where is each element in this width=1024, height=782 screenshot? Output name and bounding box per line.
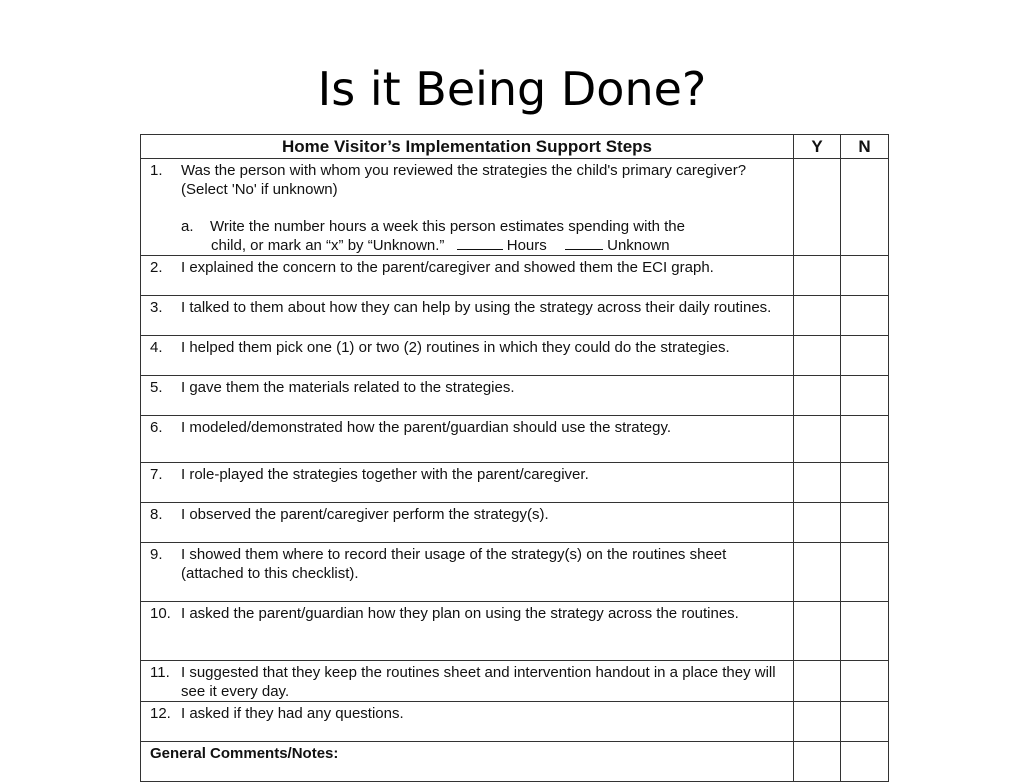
step-number: 1. xyxy=(150,162,163,179)
step-number: 2. xyxy=(150,259,163,276)
no-checkbox-cell[interactable] xyxy=(841,159,889,256)
step-text: I asked the parent/guardian how they plan on using the strategy across the routines. xyxy=(181,605,739,622)
step-number: 9. xyxy=(150,546,163,563)
subitem-text-line1: Write the number hours a week this person estimates spending with the xyxy=(210,218,685,235)
comments-y-cell xyxy=(794,742,841,782)
subitem xyxy=(141,199,793,255)
no-checkbox-cell[interactable] xyxy=(841,503,889,543)
yes-checkbox-cell[interactable] xyxy=(794,336,841,376)
step-cell xyxy=(141,416,794,463)
yes-checkbox-cell[interactable] xyxy=(794,256,841,296)
no-checkbox-cell[interactable] xyxy=(841,416,889,463)
no-checkbox-cell[interactable] xyxy=(841,661,889,702)
yes-checkbox-cell[interactable] xyxy=(794,376,841,416)
step-number: 6. xyxy=(150,419,163,436)
unknown-blank[interactable] xyxy=(565,236,603,250)
table-row xyxy=(141,543,889,602)
no-checkbox-cell[interactable] xyxy=(841,702,889,742)
step-cell xyxy=(141,256,794,296)
comments-label: General Comments/Notes: xyxy=(150,745,339,762)
comments-row xyxy=(141,742,889,782)
yes-checkbox-cell[interactable] xyxy=(794,463,841,503)
table-row xyxy=(141,503,889,543)
step-cell xyxy=(141,543,794,602)
yes-checkbox-cell[interactable] xyxy=(794,661,841,702)
steps-header: Home Visitor’s Implementation Support Steps xyxy=(141,135,794,159)
no-checkbox-cell[interactable] xyxy=(841,256,889,296)
yes-header: Y xyxy=(794,135,841,159)
no-checkbox-cell[interactable] xyxy=(841,376,889,416)
checklist-table xyxy=(140,134,889,782)
comments-n-cell xyxy=(841,742,889,782)
step-number: 7. xyxy=(150,466,163,483)
slide-title: Is it Being Done? xyxy=(317,62,707,116)
step-number: 10. xyxy=(150,605,171,622)
step-text: I observed the parent/caregiver perform the strategy(s). xyxy=(181,506,549,523)
step-text: I suggested that they keep the routines sheet and intervention handout in a place they will see it every day. xyxy=(181,664,776,700)
step-number: 8. xyxy=(150,506,163,523)
hours-blank[interactable] xyxy=(457,236,503,250)
yes-checkbox-cell[interactable] xyxy=(794,503,841,543)
step-text: I talked to them about how they can help by using the strategy across their daily routines. xyxy=(181,299,772,316)
step-text: I role-played the strategies together with the parent/caregiver. xyxy=(181,466,589,483)
table-row xyxy=(141,602,889,661)
yes-checkbox-cell[interactable] xyxy=(794,296,841,336)
yes-checkbox-cell[interactable] xyxy=(794,602,841,661)
step-cell xyxy=(141,661,794,702)
no-checkbox-cell[interactable] xyxy=(841,463,889,503)
step-text: I helped them pick one (1) or two (2) routines in which they could do the strategies. xyxy=(181,339,730,356)
yes-checkbox-cell[interactable] xyxy=(794,702,841,742)
table-row xyxy=(141,296,889,336)
table-row xyxy=(141,159,889,256)
no-checkbox-cell[interactable] xyxy=(841,602,889,661)
yes-checkbox-cell[interactable] xyxy=(794,543,841,602)
step-number: 3. xyxy=(150,299,163,316)
step-text: I gave them the materials related to the strategies. xyxy=(181,379,515,396)
table-row xyxy=(141,661,889,702)
no-checkbox-cell[interactable] xyxy=(841,296,889,336)
yes-checkbox-cell[interactable] xyxy=(794,159,841,256)
subitem-letter: a. xyxy=(181,218,194,235)
subitem-text-line2: child, or mark an “x” by “Unknown.” xyxy=(211,237,445,254)
step-cell xyxy=(141,602,794,661)
no-checkbox-cell[interactable] xyxy=(841,543,889,602)
step-cell xyxy=(141,296,794,336)
comments-cell[interactable] xyxy=(141,742,794,782)
unknown-label: Unknown xyxy=(607,237,670,254)
table-row xyxy=(141,463,889,503)
step-number: 11. xyxy=(150,664,170,681)
step-number: 12. xyxy=(150,705,171,722)
step-cell xyxy=(141,463,794,503)
step-number: 4. xyxy=(150,339,163,356)
step-text: I asked if they had any questions. xyxy=(181,705,404,722)
no-checkbox-cell[interactable] xyxy=(841,336,889,376)
table-row xyxy=(141,336,889,376)
step-cell xyxy=(141,702,794,742)
step-cell xyxy=(141,159,794,256)
step-text: I explained the concern to the parent/caregiver and showed them the ECI graph. xyxy=(181,259,714,276)
step-text: I modeled/demonstrated how the parent/guardian should use the strategy. xyxy=(181,419,672,436)
step-text: Was the person with whom you reviewed the strategies the child's primary caregiver? (Select 'No' if unknown) xyxy=(181,162,747,198)
table-row xyxy=(141,256,889,296)
yes-checkbox-cell[interactable] xyxy=(794,416,841,463)
header-row xyxy=(141,135,889,159)
step-cell xyxy=(141,503,794,543)
step-cell xyxy=(141,376,794,416)
table-row xyxy=(141,702,889,742)
table-row xyxy=(141,416,889,463)
table-row xyxy=(141,376,889,416)
step-number: 5. xyxy=(150,379,163,396)
step-cell xyxy=(141,336,794,376)
no-header: N xyxy=(841,135,889,159)
hours-label: Hours xyxy=(506,237,547,254)
step-text: I showed them where to record their usage of the strategy(s) on the routines sheet (attached to this checklist). xyxy=(181,546,727,582)
